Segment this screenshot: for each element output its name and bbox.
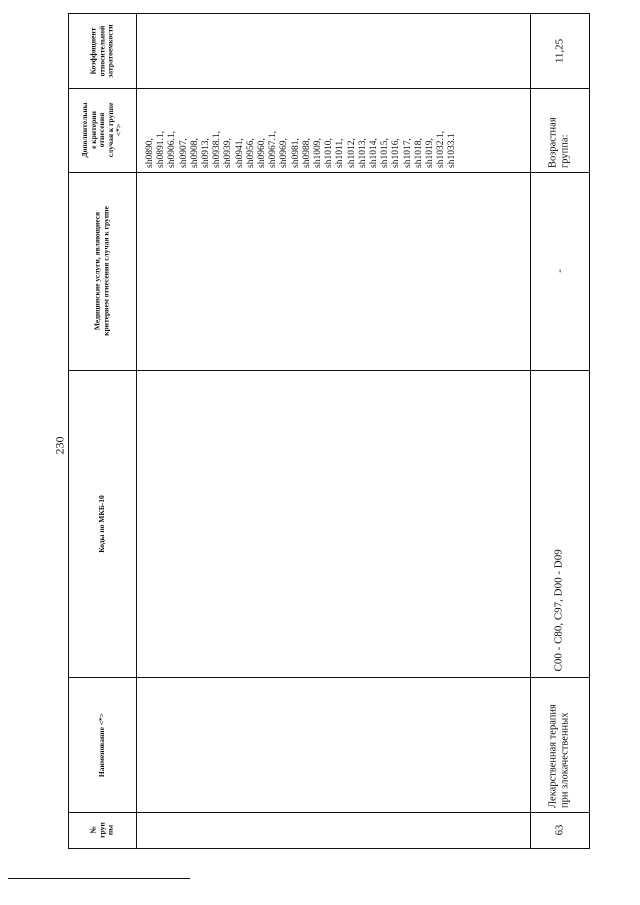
extra-criteria-code: sh0981,: [290, 138, 301, 168]
row63-name: [530, 677, 589, 812]
extra-criteria-code: sh0960,: [257, 138, 268, 168]
extra-criteria-code: sh0891.1,: [156, 131, 167, 168]
row63-icd-codes-text: C00 - C80, C97, D00 - D09: [552, 549, 565, 672]
table-border-top: [68, 13, 589, 14]
header-extra-criteria-line-4: случая к группе: [105, 102, 115, 158]
row63-name-line-2: при злокачественных: [559, 712, 570, 808]
row63-services-text: -: [553, 269, 565, 273]
header-group-number: [68, 812, 136, 848]
extra-criteria-code: sh1032.1,: [436, 131, 447, 168]
extra-criteria-code: sh1011,: [335, 138, 346, 168]
extra-criteria-code-list: [145, 90, 530, 170]
header-group-number-line-3: пы: [105, 824, 115, 836]
extra-criteria-code: sh0908,: [189, 138, 200, 168]
extra-criteria-code: sh0938.1,: [212, 131, 223, 168]
extra-criteria-code: sh0967.1,: [268, 131, 279, 168]
extra-criteria-code: sh1010,: [324, 138, 335, 168]
header-icd-codes: [68, 370, 136, 677]
header-extra-criteria: [68, 88, 136, 172]
extra-criteria-code: sh1033.1: [447, 133, 458, 168]
footnote-separator: [8, 878, 190, 879]
extra-criteria-code: sh0913,: [201, 138, 212, 168]
extra-criteria-code: sh0890,: [145, 138, 155, 168]
header-name: [68, 677, 136, 812]
extra-criteria-code: sh1012,: [346, 138, 357, 168]
row63-extra-criteria: [530, 88, 589, 172]
extra-criteria-code: sh0941,: [234, 138, 245, 168]
header-extra-criteria-line-2: е критерии: [88, 111, 98, 149]
row63-group-number: [530, 812, 589, 848]
extra-criteria-code: sh1016,: [391, 138, 402, 168]
table-border-bottom: [68, 848, 589, 849]
row63-extra-criteria-line-2: группа:: [559, 134, 570, 168]
header-coefficient-line-1: Коэффициент: [88, 27, 98, 74]
header-extra-criteria-line-1: Дополнительны: [79, 102, 89, 158]
table-row-divider-services: [68, 172, 589, 173]
header-name-text: Наименование <*>: [96, 712, 106, 777]
row63-name-line-1: Лекарственная терапия: [547, 704, 559, 808]
row63-icd-codes: [530, 370, 589, 677]
extra-criteria-code: sh0907,: [178, 138, 189, 168]
row63-extra-criteria-line-1: Возрастная: [547, 117, 559, 168]
table-border-right: [589, 13, 590, 849]
row63-coefficient-text: 11,25: [552, 38, 565, 63]
extra-criteria-code: sh0906.1,: [167, 131, 178, 168]
extra-criteria-code: sh1015,: [380, 138, 391, 168]
row63-coefficient: [530, 13, 589, 88]
table-row-divider-codes: [68, 370, 589, 371]
page-number-text: 230: [52, 436, 67, 454]
header-group-number-line-1: №: [88, 826, 98, 834]
extra-criteria-code: sh0956,: [245, 138, 256, 168]
extra-criteria-code: sh1018,: [413, 138, 424, 168]
extra-criteria-code: sh1014,: [369, 138, 380, 168]
header-services: [68, 172, 136, 370]
extra-criteria-code: sh0939,: [223, 138, 234, 168]
continuation-extra-criteria-codes: [136, 88, 530, 172]
extra-criteria-code: sh1017,: [402, 138, 413, 168]
extra-criteria-code: sh1009,: [313, 138, 324, 168]
header-group-number-line-2: груп: [96, 822, 106, 838]
header-icd-codes-text: Коды по МКБ-10: [96, 494, 106, 553]
extra-criteria-code: sh1019,: [425, 138, 436, 168]
row63-services: [530, 172, 589, 370]
header-coefficient: [68, 13, 136, 88]
header-extra-criteria-line-5: <*>: [113, 123, 123, 137]
header-coefficient-line-2: относительной: [96, 25, 106, 76]
header-coefficient-line-3: затратоемкости: [105, 23, 115, 78]
header-services-line-1: Медицинские услуги, являющиеся: [92, 211, 102, 331]
extra-criteria-code: sh0988,: [301, 138, 312, 168]
row63-group-number-text: 63: [553, 824, 565, 836]
header-extra-criteria-line-3: отнесения: [96, 112, 106, 148]
table-row-divider-name: [68, 677, 589, 678]
table-row-divider-number: [68, 812, 589, 813]
header-services-line-2: критерием отнесения случая к группе: [101, 206, 110, 336]
extra-criteria-code: sh0969,: [279, 138, 290, 168]
extra-criteria-code: sh1013,: [357, 138, 368, 168]
